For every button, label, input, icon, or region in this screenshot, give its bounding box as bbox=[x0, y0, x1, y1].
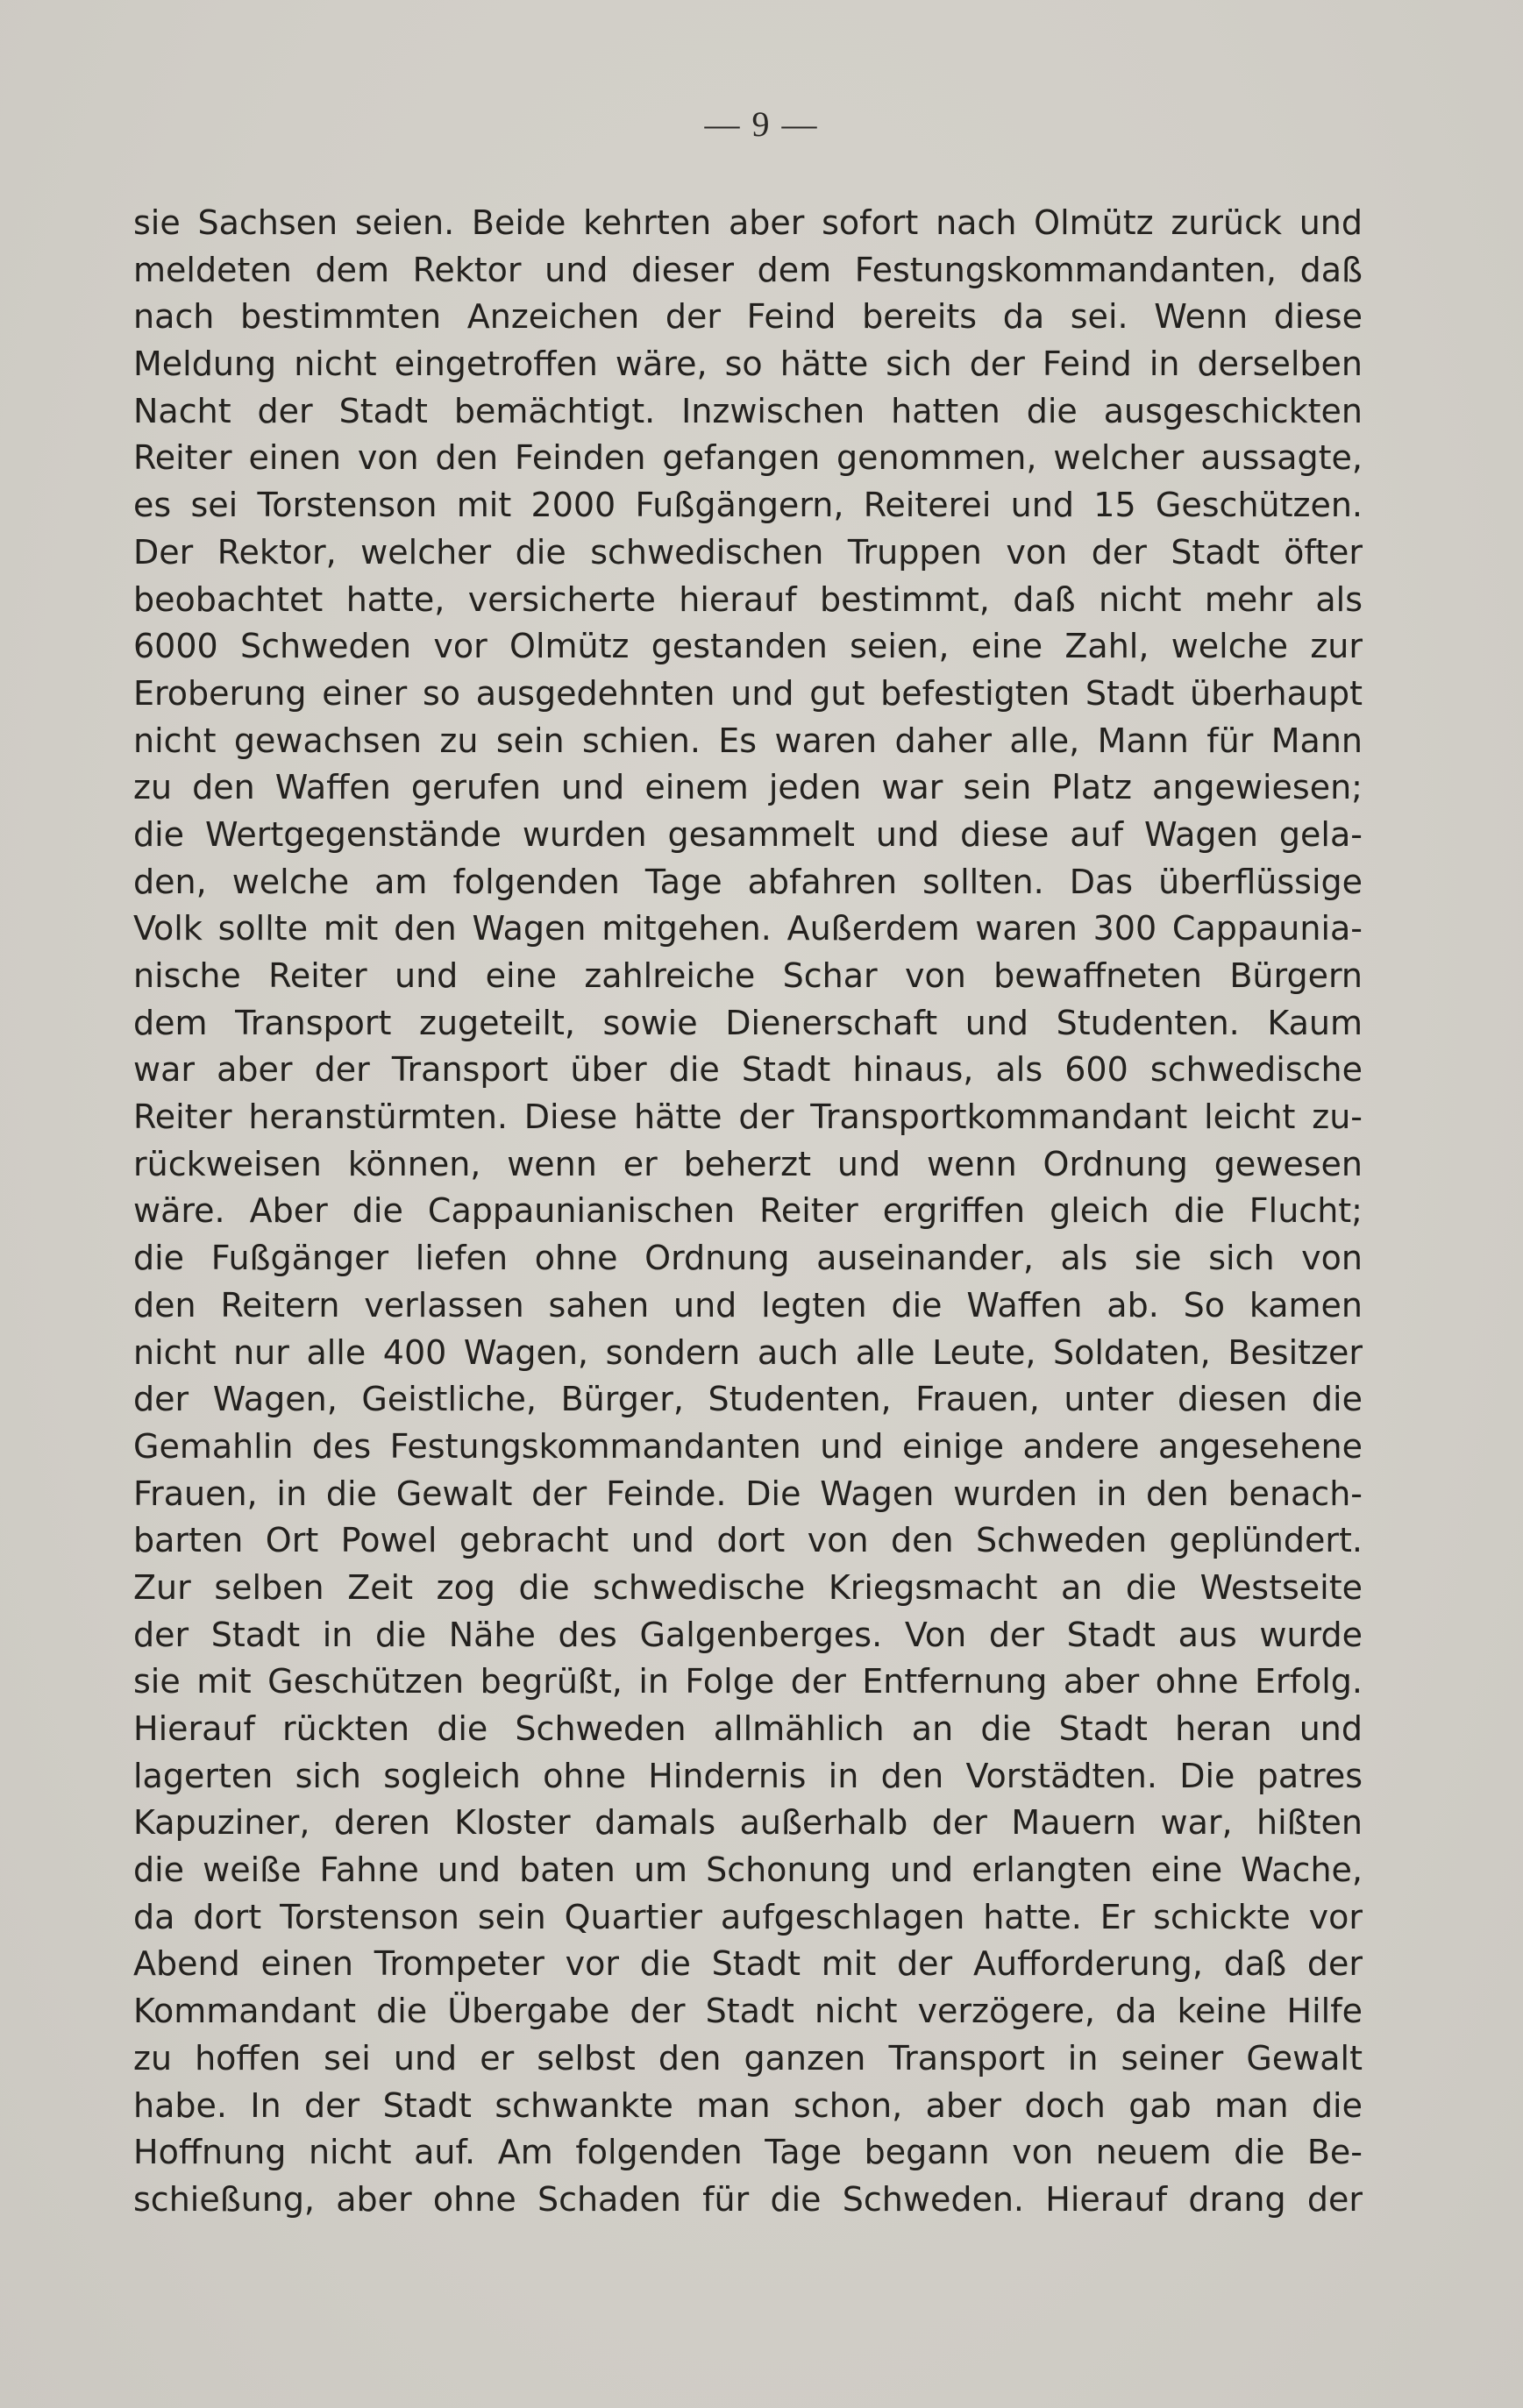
text-line: rückweisen können, wenn er beherzt und wenn Ordnung gewesen bbox=[133, 1144, 1363, 1183]
text-line: es sei Torstenson mit 2000 Fußgängern, Reiterei und 15 Geschützen. bbox=[133, 486, 1363, 525]
text-line: 6000 Schweden vor Olmütz gestanden seien, eine Zahl, welche zur bbox=[133, 627, 1363, 666]
text-line: den, welche am folgenden Tage abfahren sollten. Das überflüssige bbox=[133, 862, 1363, 901]
text-line: zu den Waffen gerufen und einem jeden war sein Platz angewiesen; bbox=[133, 768, 1363, 807]
text-line: Reiter einen von den Feinden gefangen genommen, welcher aussagte, bbox=[133, 438, 1363, 478]
text-line: Volk sollte mit den Wagen mitgehen. Außerdem waren 300 Cappaunia- bbox=[133, 909, 1363, 948]
text-line: der Stadt in die Nähe des Galgenberges. Von der Stadt aus wurde bbox=[133, 1615, 1363, 1654]
text-line: barten Ort Powel gebracht und dort von den Schweden geplündert. bbox=[133, 1521, 1363, 1560]
text-line: Hierauf rückten die Schweden allmählich an die Stadt heran und bbox=[133, 1709, 1363, 1748]
text-line: schießung, aber ohne Schaden für die Schweden. Hierauf drang der bbox=[133, 2179, 1363, 2219]
text-line: Zur selben Zeit zog die schwedische Kriegsmacht an die Westseite bbox=[133, 1567, 1363, 1607]
text-line: Der Rektor, welcher die schwedischen Truppen von der Stadt öfter bbox=[133, 532, 1363, 572]
text-line: da dort Torstenson sein Quartier aufgeschlagen hatte. Er schickte vor bbox=[133, 1897, 1363, 1936]
text-line: habe. In der Stadt schwankte man schon, aber doch gab man die bbox=[133, 2085, 1363, 2125]
page-number: — 9 — bbox=[704, 104, 819, 144]
body-text bbox=[133, 200, 1363, 2224]
text-line: sie Sachsen seien. Beide kehrten aber sofort nach Olmütz zurück und bbox=[133, 203, 1363, 242]
text-line: Kapuziner, deren Kloster damals außerhalb der Mauern war, hißten bbox=[133, 1803, 1363, 1843]
text-line: Meldung nicht eingetroffen wäre, so hätte sich der Feind in derselben bbox=[133, 345, 1363, 384]
text-line: zu hoffen sei und er selbst den ganzen Transport in seiner Gewalt bbox=[133, 2038, 1363, 2078]
text-line: die weiße Fahne und baten um Schonung und erlangten eine Wache, bbox=[133, 1850, 1363, 1890]
text-line: Gemahlin des Festungskommandanten und einige andere angesehene bbox=[133, 1426, 1363, 1466]
text-line: den Reitern verlassen sahen und legten die Waffen ab. So kamen bbox=[133, 1285, 1363, 1325]
text-line: der Wagen, Geistliche, Bürger, Studenten, Frauen, unter diesen die bbox=[133, 1380, 1363, 1419]
text-line: nach bestimmten Anzeichen der Feind bereits da sei. Wenn diese bbox=[133, 297, 1363, 337]
text-line: wäre. Aber die Cappaunianischen Reiter ergriffen gleich die Flucht; bbox=[133, 1191, 1363, 1231]
text-line: nicht gewachsen zu sein schien. Es waren daher alle, Mann für Mann bbox=[133, 721, 1363, 760]
text-line: Nacht der Stadt bemächtigt. Inzwischen hatten die ausgeschickten bbox=[133, 391, 1363, 430]
text-line: Hoffnung nicht auf. Am folgenden Tage begann von neuem die Be- bbox=[133, 2133, 1363, 2172]
text-line: dem Transport zugeteilt, sowie Dienerschaft und Studenten. Kaum bbox=[133, 1003, 1363, 1042]
text-line: Kommandant die Übergabe der Stadt nicht verzögere, da keine Hilfe bbox=[133, 1992, 1363, 2031]
text-line: beobachtet hatte, versicherte hierauf bestimmt, daß nicht mehr als bbox=[133, 579, 1363, 619]
text-line: nische Reiter und eine zahlreiche Schar von bewaffneten Bürgern bbox=[133, 956, 1363, 995]
text-line: die Wertgegenstände wurden gesammelt und diese auf Wagen gela- bbox=[133, 814, 1363, 854]
text-line: sie mit Geschützen begrüßt, in Folge der Entfernung aber ohne Erfolg. bbox=[133, 1662, 1363, 1701]
text-line: war aber der Transport über die Stadt hinaus, als 600 schwedische bbox=[133, 1050, 1363, 1090]
text-line: lagerten sich sogleich ohne Hindernis in den Vorstädten. Die patres bbox=[133, 1756, 1363, 1795]
text-line: meldeten dem Rektor und dieser dem Festungskommandanten, daß bbox=[133, 250, 1363, 289]
text-line: Abend einen Trompeter vor die Stadt mit der Aufforderung, daß der bbox=[133, 1944, 1363, 1984]
text-line: nicht nur alle 400 Wagen, sondern auch alle Leute, Soldaten, Besitzer bbox=[133, 1332, 1363, 1372]
text-line: die Fußgänger liefen ohne Ordnung auseinander, als sie sich von bbox=[133, 1239, 1363, 1278]
text-line: Eroberung einer so ausgedehnten und gut befestigten Stadt überhaupt bbox=[133, 673, 1363, 713]
text-line: Frauen, in die Gewalt der Feinde. Die Wagen wurden in den benach- bbox=[133, 1474, 1363, 1513]
text-line: Reiter heranstürmten. Diese hätte der Transportkommandant leicht zu- bbox=[133, 1097, 1363, 1137]
